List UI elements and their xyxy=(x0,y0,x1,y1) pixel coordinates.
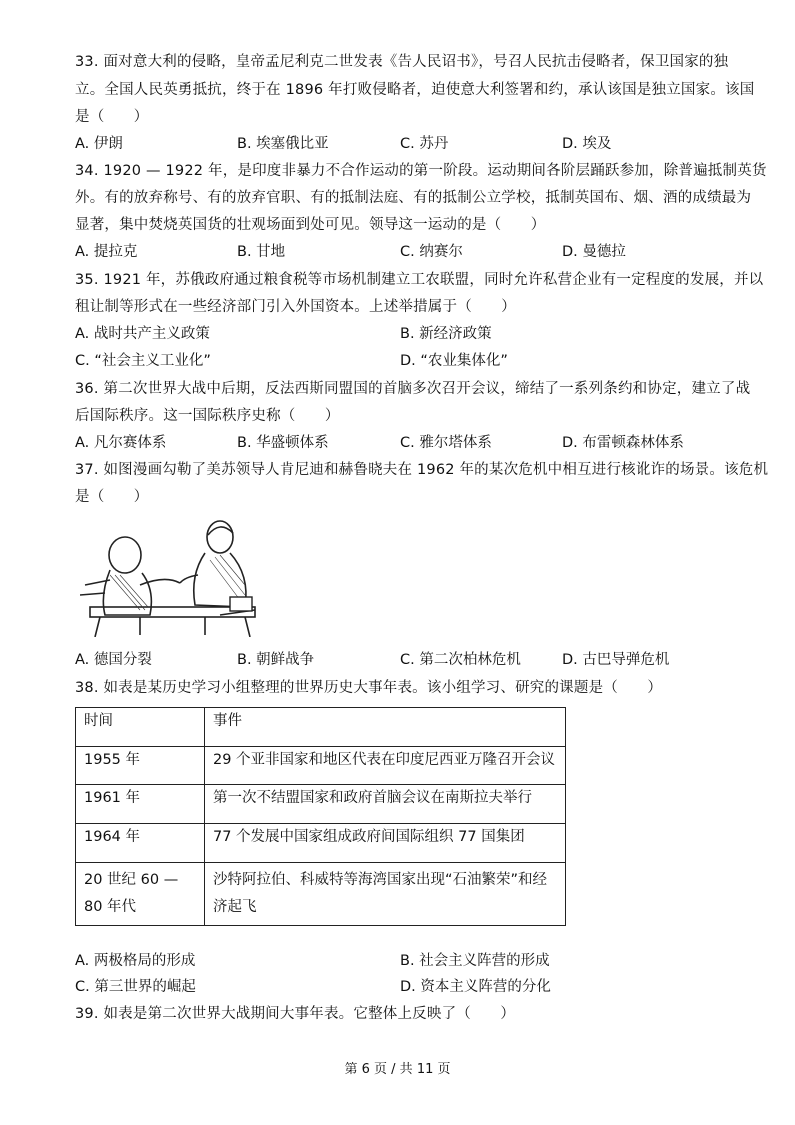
table-cell-time: 20 世纪 60 — 80 年代 xyxy=(76,863,205,926)
q37-option-c: C. 第二次柏林危机 xyxy=(400,652,521,668)
q34-text-line-2: 外。有的放弃称号、有的放弃官职、有的抵制法庭、有的抵制公立学校，抵制英国布、烟、酒的成绩最为 xyxy=(75,190,752,206)
q33-text-line-2: 立。全国人民英勇抵抗，终于在 1896 年打败侵略者，迫使意大利签署和约，承认该国是独立国家。该国 xyxy=(75,82,755,98)
q34-option-c: C. 纳赛尔 xyxy=(400,244,463,260)
q33-option-c: C. 苏丹 xyxy=(400,136,449,152)
q34-option-d: D. 曼德拉 xyxy=(562,244,626,260)
table-cell-time: 1964 年 xyxy=(76,824,205,863)
q34-option-b: B. 甘地 xyxy=(237,244,286,260)
table-row xyxy=(76,824,566,863)
q36-option-b: B. 华盛顿体系 xyxy=(237,435,329,451)
table-row xyxy=(76,747,566,785)
table-cell-time: 1955 年 xyxy=(76,747,205,785)
table-row xyxy=(76,785,566,824)
q36-option-c: C. 雅尔塔体系 xyxy=(400,435,492,451)
table-cell-time: 1961 年 xyxy=(76,785,205,824)
q39-text-line-1: 39. 如表是第二次世界大战期间大事年表。它整体上反映了（ ） xyxy=(75,1006,516,1022)
q35-option-c: C. “社会主义工业化” xyxy=(75,353,211,369)
table-cell-event: 第一次不结盟国家和政府首脑会议在南斯拉夫举行 xyxy=(205,785,566,824)
q35-option-d: D. “农业集体化” xyxy=(400,353,508,369)
q35-text-line-1: 35. 1921 年，苏俄政府通过粮食税等市场机制建立工农联盟，同时允许私营企业有一定程度的发展，并以 xyxy=(75,272,764,288)
q33-text-line-1: 33. 面对意大利的侵略，皇帝孟尼利克二世发表《告人民诏书》，号召人民抗击侵略者，保卫国家的独 xyxy=(75,54,729,70)
q36-text-line-2: 后国际秩序。这一国际秩序史称（ ） xyxy=(75,408,340,424)
arm-wrestling-cartoon-image xyxy=(80,515,262,637)
table-cell-event: 沙特阿拉伯、科威特等海湾国家出现“石油繁荣”和经济起飞 xyxy=(205,863,566,926)
q35-text-line-2: 租让制等形式在一些经济部门引入外国资本。上述举措属于（ ） xyxy=(75,299,516,315)
q38-option-a: A. 两极格局的形成 xyxy=(75,953,196,969)
q36-option-d: D. 布雷顿森林体系 xyxy=(562,435,684,451)
q33-option-d: D. 埃及 xyxy=(562,136,612,152)
table-cell-event: 77 个发展中国家组成政府间国际组织 77 国集团 xyxy=(205,824,566,863)
q37-text-line-1: 37. 如图漫画勾勒了美苏领导人肯尼迪和赫鲁晓夫在 1962 年的某次危机中相互进行核讹诈的场景。该危机 xyxy=(75,462,769,478)
q35-option-a: A. 战时共产主义政策 xyxy=(75,326,210,342)
q38-option-b: B. 社会主义阵营的形成 xyxy=(400,953,550,969)
q34-text-line-3: 显著，集中焚烧英国货的壮观场面到处可见。领导这一运动的是（ ） xyxy=(75,217,546,233)
table-header-row xyxy=(76,708,566,747)
q35-option-b: B. 新经济政策 xyxy=(400,326,492,342)
q33-option-b: B. 埃塞俄比亚 xyxy=(237,136,329,152)
q36-text-line-1: 36. 第二次世界大战中后期，反法西斯同盟国的首脑多次召开会议，缔结了一系列条约和协定，建立了战 xyxy=(75,381,751,397)
q33-option-a: A. 伊朗 xyxy=(75,136,123,152)
page-footer: 第 6 页 / 共 11 页 xyxy=(344,1062,451,1077)
q38-option-c: C. 第三世界的崛起 xyxy=(75,979,196,995)
table-header-event: 事件 xyxy=(205,708,566,747)
table-header-time: 时间 xyxy=(76,708,205,747)
table-cell-event: 29 个亚非国家和地区代表在印度尼西亚万隆召开会议 xyxy=(205,747,566,785)
q36-option-a: A. 凡尔赛体系 xyxy=(75,435,167,451)
history-events-table xyxy=(75,707,566,926)
q37-option-d: D. 古巴导弹危机 xyxy=(562,652,670,668)
q38-text-line-1: 38. 如表是某历史学习小组整理的世界历史大事年表。该小组学习、研究的课题是（ ） xyxy=(75,680,663,696)
q34-text-line-1: 34. 1920 — 1922 年，是印度非暴力不合作运动的第一阶段。运动期间各阶层踊跃参加，除普遍抵制英货 xyxy=(75,163,767,179)
q38-option-d: D. 资本主义阵营的分化 xyxy=(400,979,551,995)
q37-option-b: B. 朝鲜战争 xyxy=(237,652,315,668)
q34-option-a: A. 提拉克 xyxy=(75,244,138,260)
q33-text-line-3: 是（ ） xyxy=(75,109,149,125)
q37-text-line-2: 是（ ） xyxy=(75,489,149,505)
table-row xyxy=(76,863,566,926)
q37-option-a: A. 德国分裂 xyxy=(75,652,152,668)
